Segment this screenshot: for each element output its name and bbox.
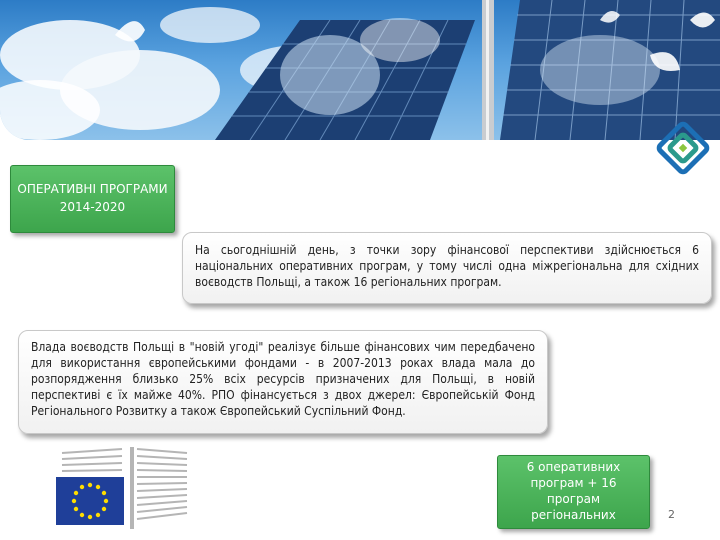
european-commission-logo-icon <box>52 447 192 529</box>
program-box-line1: ОПЕРАТИВНІ ПРОГРАМИ <box>17 182 168 196</box>
intro-text-box <box>182 232 712 304</box>
description-text: Влада воєводств Польщі в "новій угоді" реалізує більше фінансових чим передбачено для використання європейськими фондами - в 2007-2013 роках влада мала до розпорядження близько 25% всіх ресурсів призначених для Польщі, в новій перспективі є їх майже 40%. РПО фінансується з двох джерел: Європейській Фонд Регіонального Розвитку а також Європейський Суспільний Фонд. <box>31 340 535 418</box>
operational-programmes-title-box <box>10 165 175 233</box>
program-box-line2: 2014-2020 <box>59 200 126 214</box>
summary-box <box>497 455 650 529</box>
solar-panels-sky-photo <box>0 0 720 140</box>
intro-text: На сьогоднішній день, з точки зору фінансової перспективи здійснюється 6 національних оперативних програм, у тому числі одна міжрегіональна для східних воєводств Польщі, а також 16 регіональних програм. <box>195 243 699 289</box>
operational-programme-logo-icon <box>655 120 711 176</box>
page-number: 2 <box>668 508 675 521</box>
summary-text: 6 оперативних програм + 16 програм регіональних <box>526 460 621 522</box>
header-banner-image <box>0 0 720 140</box>
description-text-box <box>18 330 548 434</box>
